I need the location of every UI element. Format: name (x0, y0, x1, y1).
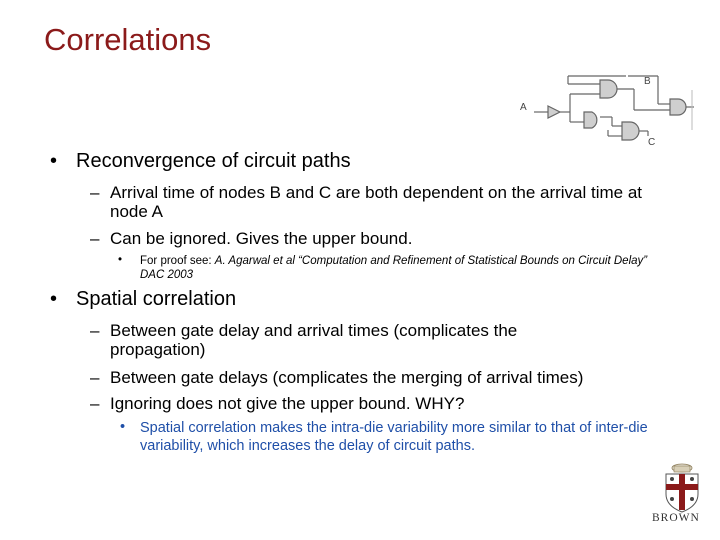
node-b-label: B (644, 76, 651, 87)
subitem-text: Arrival time of nodes B and C are both dependent on the arrival time at node A (110, 183, 643, 221)
circuit-diagram (508, 70, 698, 150)
note-text: Spatial correlation makes the intra-die variability more similar to that of inter-die variability, which increases the delay of circuit paths. (140, 420, 648, 454)
subitem-text: Can be ignored. Gives the upper bound. (110, 229, 413, 248)
subitem-text: Ignoring does not give the upper bound. WHY? (110, 394, 465, 413)
node-a-label: A (520, 102, 527, 113)
bullet-text: Reconvergence of circuit paths (76, 150, 351, 172)
subitem-text: Between gate delay and arrival times (complicates the propagation) (110, 321, 518, 359)
slide: Correlations A B C • Reconvergence of circuit paths – Arrival time of nodes B and C are both dependent on the arrival time at node A – Can be ignored. Gives the upper bound. • For proof see: A. Agarwal et al “Computation and Refinement of Statistical Bounds on Circuit Delay” DAC 2003 • Spatial correlation – Between gate delay and arrival times (complicates the propagation) – Between gate delays (complicates the merging of arrival times) – Ignoring does not give the upper bound. WHY? • Spatial correlation makes the intra-die variability more similar to that of inter-die variability, which increases the delay of circuit paths. BROWN (0, 0, 720, 540)
subitem-text: Between gate delays (complicates the merging of arrival times) (110, 368, 584, 387)
slide-title: Correlations (44, 22, 212, 57)
bullet-text: Spatial correlation (76, 288, 237, 310)
node-c-label: C (648, 137, 656, 148)
brown-logo-text: BROWN (652, 512, 700, 524)
note-citation: A. Agarwal et al “Computation and Refinement of Statistical Bounds on Circuit Delay” DAC 2003 (140, 255, 648, 281)
note-prefix: For proof see: (140, 255, 215, 267)
